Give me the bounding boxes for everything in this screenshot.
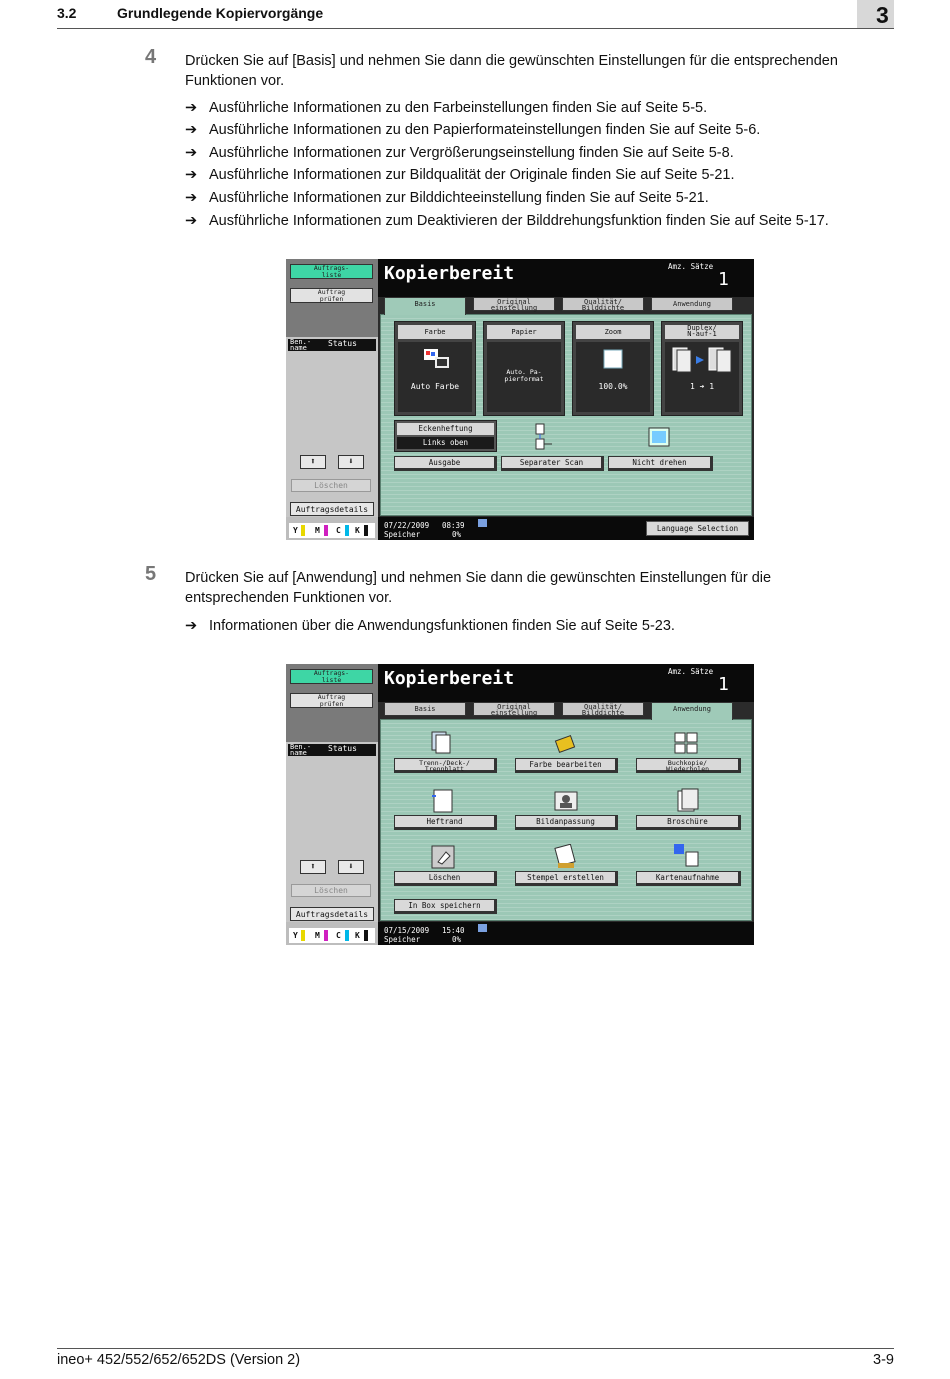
image-adjust-icon xyxy=(553,790,579,812)
toner-y-bar xyxy=(301,525,305,536)
check-job-button[interactable]: Auftrag prüfen xyxy=(290,693,373,708)
step-4-bullet: ➔ Ausführliche Informationen zur Bilddichteeinstellung finden Sie auf Seite 5-21. xyxy=(185,190,709,206)
step-5-number: 5 xyxy=(145,563,157,585)
toner-c-bar xyxy=(345,525,349,536)
date: 07/22/2009 xyxy=(384,521,430,530)
tab-quality[interactable]: Qualität/ Bilddichte xyxy=(562,297,644,311)
step-4-bullet: ➔ Ausführliche Informationen zur Bildqualität der Originale finden Sie auf Seite 5-21. xyxy=(185,167,735,183)
separate-scan-button[interactable]: Separater Scan xyxy=(501,456,604,471)
step-4-bullet: ➔ Ausführliche Informationen zum Deaktivieren der Bilddrehungsfunktion finden Sie auf Seite 5-17. xyxy=(185,213,829,229)
cover-sheet-icon xyxy=(430,730,456,756)
separate-scan-icon xyxy=(534,423,564,453)
cover-sheet-button[interactable]: Trenn-/Deck-/ Trennblatt xyxy=(394,758,497,773)
arrow-icon: ➔ xyxy=(185,100,198,116)
arrow-icon: ➔ xyxy=(185,190,198,206)
memory-label: Speicher xyxy=(384,530,421,539)
duplex-card-title: Duplex/ N-auf-1 xyxy=(665,325,739,339)
copies-label: Amz. Sätze xyxy=(668,262,714,271)
memory-value: 0% xyxy=(452,530,462,539)
job-sidebar xyxy=(286,664,378,945)
step-5-bullet: ➔ Informationen über die Anwendungsfunktionen finden Sie auf Seite 5-23. xyxy=(185,618,675,634)
card-shot-button[interactable]: Kartenaufnahme xyxy=(636,871,741,886)
image-adjust-button[interactable]: Bildanpassung xyxy=(515,815,618,830)
job-list-button[interactable]: Auftrags- liste xyxy=(290,264,373,279)
copier-screen-basis xyxy=(286,259,754,540)
toner-c-bar xyxy=(345,930,349,941)
footer-model: ineo+ 452/552/652/652DS (Version 2) xyxy=(57,1352,301,1368)
network-icon xyxy=(478,519,487,527)
step-4-line2: Funktionen vor. xyxy=(185,73,285,89)
tab-quality[interactable]: Qualität/ Bilddichte xyxy=(562,702,644,716)
tab-application[interactable]: Anwendung xyxy=(651,702,733,720)
corner-staple-label: Eckenheftung xyxy=(397,423,494,435)
toner-y-bar xyxy=(301,930,305,941)
paper-card[interactable] xyxy=(483,321,565,416)
booklet-icon xyxy=(676,788,700,814)
erase-icon xyxy=(430,844,456,870)
job-sidebar xyxy=(286,259,378,540)
arrow-icon: ➔ xyxy=(185,618,198,634)
step-5-line2: entsprechenden Funktionen vor. xyxy=(185,590,393,606)
step-4-bullet: ➔ Ausführliche Informationen zu den Papierformateinstellungen finden Sie auf Seite 5-6. xyxy=(185,122,761,138)
zoom-card-title: Zoom xyxy=(576,325,650,339)
memory-label: Speicher xyxy=(384,935,421,944)
paper-card-title: Papier xyxy=(487,325,561,339)
date: 07/15/2009 xyxy=(384,926,430,935)
output-button[interactable]: Ausgabe xyxy=(394,456,497,471)
copier-screen-application xyxy=(286,664,754,945)
page-number: 3-9 xyxy=(873,1352,894,1368)
section-number: 3.2 xyxy=(57,5,77,21)
status-bar xyxy=(378,259,754,297)
bottom-bar xyxy=(378,517,754,540)
time: 15:40 xyxy=(442,926,465,935)
no-rotate-button[interactable]: Nicht drehen xyxy=(608,456,713,471)
network-icon xyxy=(478,924,487,932)
tab-application[interactable]: Anwendung xyxy=(651,297,733,311)
tab-original[interactable]: Original einstellung xyxy=(473,297,555,311)
job-list-header: Ben.- name Status xyxy=(288,339,376,351)
book-copy-button[interactable]: Buchkopie/ Wiederholen xyxy=(636,758,741,773)
job-list-button[interactable]: Auftrags- liste xyxy=(290,669,373,684)
save-to-box-button[interactable]: In Box speichern xyxy=(394,899,497,914)
color-card-title: Farbe xyxy=(398,325,472,339)
step-4-text xyxy=(185,51,895,91)
check-job-button[interactable]: Auftrag prüfen xyxy=(290,288,373,303)
toner-m-bar xyxy=(324,930,328,941)
job-list-header: Ben.- name Status xyxy=(288,744,376,756)
edit-color-icon xyxy=(553,732,579,754)
booklet-button[interactable]: Broschüre xyxy=(636,815,741,830)
scroll-down-button[interactable]: ⬇ xyxy=(338,455,364,469)
step-4-number: 4 xyxy=(145,46,157,68)
toner-levels: Y M C K xyxy=(289,928,375,943)
tab-original[interactable]: Original einstellung xyxy=(473,702,555,716)
arrow-icon: ➔ xyxy=(185,167,198,183)
toner-m-bar xyxy=(324,525,328,536)
delete-job-button[interactable]: Löschen xyxy=(291,479,371,492)
footer-rule xyxy=(57,1348,894,1349)
corner-staple-group[interactable] xyxy=(394,420,497,452)
binding-margin-button[interactable]: Heftrand xyxy=(394,815,497,830)
language-selection-button[interactable]: Language Selection xyxy=(646,521,749,536)
copies-label: Amz. Sätze xyxy=(668,667,714,676)
header-rule xyxy=(57,28,894,29)
time: 08:39 xyxy=(442,521,465,530)
job-details-button[interactable]: Auftragsdetails xyxy=(290,502,374,516)
screen-title: Kopierbereit xyxy=(384,668,515,689)
color-value: Auto Farbe xyxy=(410,382,460,391)
duplex-icon xyxy=(671,346,737,374)
bottom-bar xyxy=(378,922,754,945)
paper-value: Auto. Pa- pierformat xyxy=(504,368,544,383)
book-copy-icon xyxy=(674,732,700,754)
step-5-text xyxy=(185,568,895,608)
color-photo-icon xyxy=(423,348,451,370)
duplex-card[interactable] xyxy=(661,321,743,416)
chapter-number: 3 xyxy=(876,2,889,28)
copies-value: 1 xyxy=(718,674,729,695)
zoom-card[interactable] xyxy=(572,321,654,416)
arrow-icon: ➔ xyxy=(185,213,198,229)
memory-value: 0% xyxy=(452,935,462,944)
tab-basis[interactable]: Basis xyxy=(384,702,466,716)
step-4-bullet: ➔ Ausführliche Informationen zur Vergrößerungseinstellung finden Sie auf Seite 5-8. xyxy=(185,145,734,161)
scroll-up-button[interactable]: ⬆ xyxy=(300,860,326,874)
zoom-page-icon xyxy=(603,349,623,369)
stamp-button[interactable]: Stempel erstellen xyxy=(515,871,618,886)
step-4-bullet: ➔ Ausführliche Informationen zu den Farbeinstellungen finden Sie auf Seite 5-5. xyxy=(185,100,708,116)
scroll-down-button[interactable]: ⬇ xyxy=(338,860,364,874)
toner-k-bar xyxy=(364,930,368,941)
arrow-icon: ➔ xyxy=(185,122,198,138)
corner-staple-value: Links oben xyxy=(397,437,494,449)
toner-k-bar xyxy=(364,525,368,536)
no-rotate-icon xyxy=(648,427,670,451)
screen-title: Kopierbereit xyxy=(384,263,515,284)
edit-color-button[interactable]: Farbe bearbeiten xyxy=(515,758,618,773)
delete-job-button[interactable]: Löschen xyxy=(291,884,371,897)
job-details-button[interactable]: Auftragsdetails xyxy=(290,907,374,921)
section-title: Grundlegende Kopiervorgänge xyxy=(117,5,324,21)
scroll-up-button[interactable]: ⬆ xyxy=(300,455,326,469)
status-bar xyxy=(378,664,754,702)
color-card[interactable] xyxy=(394,321,476,416)
copies-value: 1 xyxy=(718,269,729,290)
arrow-icon: ➔ xyxy=(185,145,198,161)
tab-basis[interactable]: Basis xyxy=(384,297,466,315)
duplex-value: 1 ➔ 1 xyxy=(689,382,715,391)
stamp-icon xyxy=(554,844,578,870)
binding-margin-icon xyxy=(430,788,456,814)
step-4-line1: Drücken Sie auf [Basis] und nehmen Sie dann die gewünschten Einstellungen für die entsprechenden xyxy=(185,53,838,69)
zoom-value: 100.0% xyxy=(598,382,628,391)
card-shot-icon xyxy=(672,842,700,868)
toner-levels: Y M C K xyxy=(289,523,375,538)
erase-button[interactable]: Löschen xyxy=(394,871,497,886)
step-5-line1: Drücken Sie auf [Anwendung] und nehmen Sie dann die gewünschten Einstellungen für die xyxy=(185,570,772,586)
